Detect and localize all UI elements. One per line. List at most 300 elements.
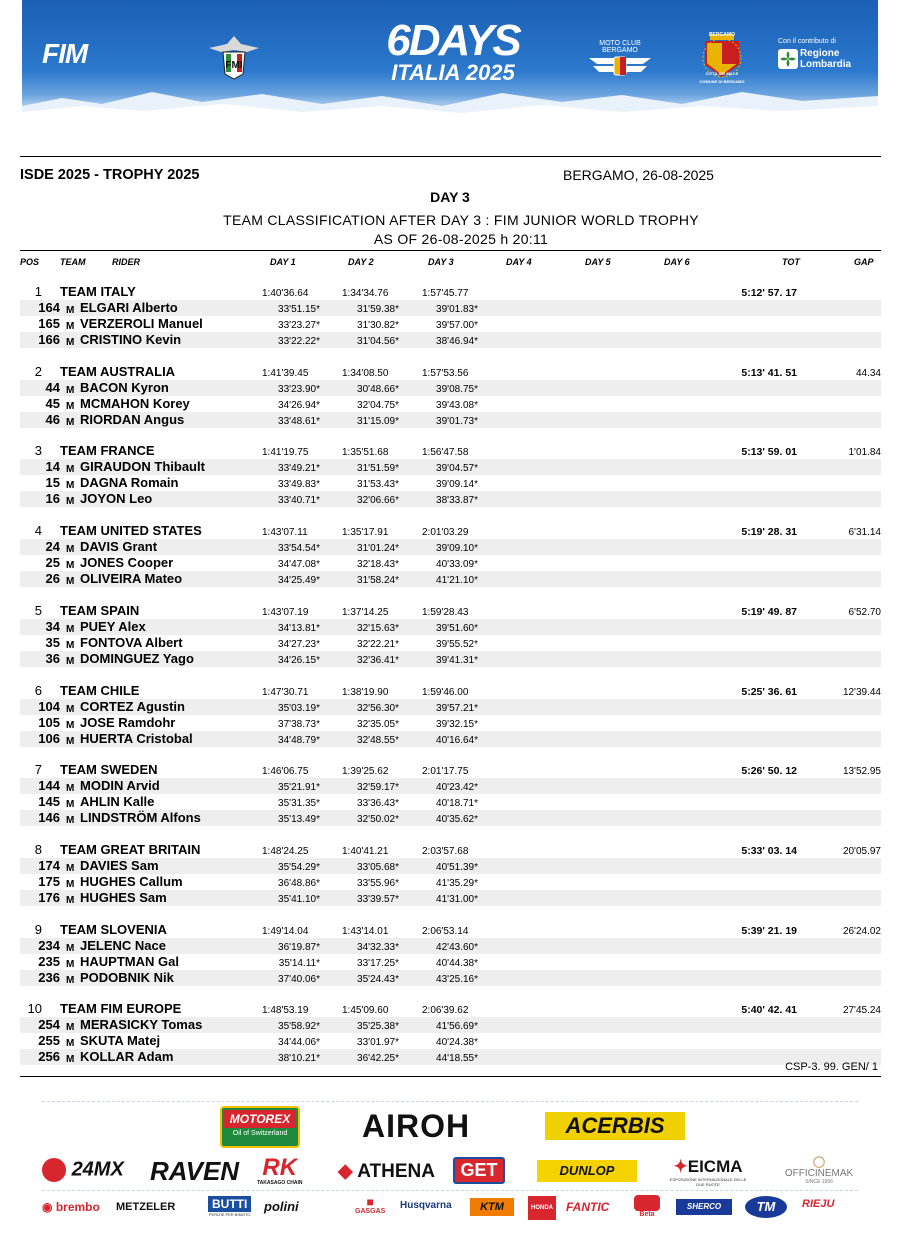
rider-day1-time: 35'14.11* bbox=[278, 957, 320, 969]
team-position: 1 bbox=[34, 284, 42, 299]
rider-name: ELGARI Alberto bbox=[80, 300, 178, 315]
rider-name: GIRAUDON Thibault bbox=[80, 459, 205, 475]
rider-day3-time: 40'44.38* bbox=[436, 957, 478, 969]
rider-name: FONTOVA Albert bbox=[80, 634, 183, 650]
rider-category: M bbox=[66, 1022, 75, 1034]
team-gap: 27'45.24 bbox=[842, 1005, 881, 1017]
rider-row bbox=[20, 300, 881, 316]
rider-name: HUERTA Cristobal bbox=[80, 730, 193, 746]
airoh-logo: AIROH bbox=[362, 1108, 471, 1144]
team-block bbox=[20, 1001, 881, 1065]
rider-name: AHLIN Kalle bbox=[80, 794, 155, 810]
rider-row bbox=[20, 380, 881, 396]
team-name: TEAM SLOVENIA bbox=[60, 921, 167, 937]
team-position: 6 bbox=[34, 682, 42, 698]
rider-day3-time: 44'18.55* bbox=[436, 1053, 478, 1065]
rider-row bbox=[20, 332, 881, 348]
col-rider: RIDER bbox=[112, 257, 141, 267]
rider-row bbox=[20, 794, 881, 810]
team-day1-time: 1:43'07.19 bbox=[262, 606, 309, 618]
rider-day3-time: 39'04.57* bbox=[436, 463, 478, 475]
rider-day2-time: 33'05.68* bbox=[357, 861, 399, 873]
rider-day3-time: 39'51.60* bbox=[436, 622, 478, 634]
rider-row bbox=[20, 539, 881, 555]
rider-day1-time: 34'26.15* bbox=[278, 654, 320, 666]
col-team: TEAM bbox=[60, 257, 86, 267]
rider-day2-time: 32'04.75* bbox=[357, 399, 399, 411]
document-title: ISDE 2025 - TROPHY 2025 bbox=[20, 167, 200, 183]
rider-day2-time: 32'48.55* bbox=[357, 734, 399, 746]
rider-number: 255 bbox=[38, 1033, 60, 1049]
rider-day3-time: 43'25.16* bbox=[436, 973, 478, 985]
rider-category: M bbox=[66, 416, 75, 428]
team-day2-time: 1:40'41.21 bbox=[342, 845, 389, 857]
rider-number: 235 bbox=[38, 953, 60, 969]
rider-day1-time: 35'58.92* bbox=[278, 1021, 320, 1033]
rider-name: CORTEZ Agustin bbox=[80, 698, 185, 714]
rider-day2-time: 33'39.57* bbox=[357, 893, 399, 905]
rider-day2-time: 34'32.33* bbox=[357, 941, 399, 953]
rider-name: VERZEROLI Manuel bbox=[80, 316, 203, 331]
rider-day2-time: 31'51.59* bbox=[357, 463, 399, 475]
rider-row bbox=[20, 1049, 881, 1065]
rider-row bbox=[20, 316, 881, 332]
rider-number: 234 bbox=[38, 937, 60, 953]
rider-name: RIORDAN Angus bbox=[80, 411, 185, 427]
team-row bbox=[20, 922, 881, 938]
rider-day3-time: 39'09.10* bbox=[436, 543, 478, 555]
team-day2-time: 1:34'34.76 bbox=[342, 288, 389, 299]
col-day1: DAY 1 bbox=[270, 257, 296, 267]
rider-day1-time: 34'26.94* bbox=[278, 399, 320, 411]
athena-logo: ◆ ATHENA bbox=[338, 1161, 435, 1182]
rider-day3-time: 38'46.94* bbox=[436, 336, 478, 347]
team-block bbox=[20, 683, 881, 747]
gasgas-logo: ■ GASGAS bbox=[355, 1195, 386, 1215]
get-logo: GET bbox=[453, 1157, 505, 1184]
rider-day1-time: 35'31.35* bbox=[278, 798, 320, 810]
team-gap: 6'52.70 bbox=[848, 606, 881, 618]
rider-day1-time: 35'54.29* bbox=[278, 861, 320, 873]
svg-text:BERGAMO: BERGAMO bbox=[708, 32, 736, 38]
rider-row bbox=[20, 890, 881, 906]
team-total-time: 5:26' 50. 12 bbox=[741, 765, 797, 778]
team-total-time: 5:39' 21. 19 bbox=[741, 924, 797, 937]
team-position: 2 bbox=[34, 363, 42, 379]
eicma-logo: ✦EICMA ESPOSIZIONE INTERNAZIONALE DELLE DUE RUOTE bbox=[669, 1157, 747, 1187]
tm-racing-logo: TM bbox=[745, 1196, 787, 1218]
rider-day3-time: 39'41.31* bbox=[436, 654, 478, 666]
rider-row bbox=[20, 810, 881, 826]
rider-day2-time: 31'01.24* bbox=[357, 543, 399, 555]
team-day2-time: 1:35'17.91 bbox=[342, 527, 389, 539]
rider-day1-time: 37'38.73* bbox=[278, 718, 320, 730]
rider-day1-time: 36'48.86* bbox=[278, 877, 320, 889]
rider-row bbox=[20, 571, 881, 587]
col-day5: DAY 5 bbox=[585, 257, 611, 267]
col-day3: DAY 3 bbox=[428, 257, 454, 267]
team-row bbox=[20, 762, 881, 778]
header-banner bbox=[22, 0, 878, 118]
rider-number: 34 bbox=[45, 618, 60, 634]
team-day3-time: 2:03'57.68 bbox=[422, 845, 469, 857]
rider-day2-time: 32'15.63* bbox=[357, 622, 399, 634]
rider-name: PODOBNIK Nik bbox=[80, 969, 174, 985]
rider-number: 146 bbox=[38, 810, 60, 826]
team-name: TEAM SWEDEN bbox=[60, 762, 158, 778]
rider-number: 14 bbox=[45, 459, 60, 475]
rider-category: M bbox=[66, 974, 75, 986]
rider-day1-time: 34'25.49* bbox=[278, 575, 320, 587]
svg-text:CITTÀ DEI MILLE: CITTÀ DEI MILLE bbox=[705, 71, 739, 76]
team-name: TEAM FIM EUROPE bbox=[60, 1001, 182, 1017]
team-block bbox=[20, 922, 881, 986]
rider-number: 164 bbox=[38, 300, 60, 315]
rider-day3-time: 41'56.69* bbox=[436, 1021, 478, 1033]
rider-number: 236 bbox=[38, 969, 60, 985]
team-row bbox=[20, 683, 881, 699]
rider-number: 176 bbox=[38, 889, 60, 905]
fim-logo: FIM bbox=[42, 38, 88, 69]
team-day3-time: 1:59'46.00 bbox=[422, 686, 469, 698]
rider-day2-time: 31'58.24* bbox=[357, 575, 399, 587]
team-block bbox=[20, 603, 881, 667]
team-day1-time: 1:43'07.11 bbox=[262, 527, 308, 539]
rider-category: M bbox=[66, 655, 75, 667]
rider-day3-time: 40'23.42* bbox=[436, 782, 478, 794]
rider-day2-time: 33'17.25* bbox=[357, 957, 399, 969]
rider-day1-time: 38'10.21* bbox=[278, 1053, 320, 1065]
team-total-time: 5:25' 36. 61 bbox=[741, 685, 797, 698]
team-total-time: 5:13' 41. 51 bbox=[741, 366, 797, 379]
rider-number: 166 bbox=[38, 332, 60, 347]
team-row bbox=[20, 284, 881, 300]
team-day3-time: 1:56'47.58 bbox=[422, 447, 469, 459]
butti-logo: BUTTI PERIZIE PER BIMOTO bbox=[208, 1197, 251, 1217]
rider-day2-time: 33'01.97* bbox=[357, 1037, 399, 1049]
team-day1-time: 1:47'30.71 bbox=[262, 686, 309, 698]
team-position: 10 bbox=[27, 1001, 42, 1017]
husqvarna-logo: Husqvarna bbox=[400, 1200, 452, 1211]
team-day1-time: 1:41'39.45 bbox=[262, 367, 309, 379]
rider-day2-time: 33'36.43* bbox=[357, 798, 399, 810]
rider-name: BACON Kyron bbox=[80, 379, 169, 395]
team-day2-time: 1:37'14.25 bbox=[342, 606, 389, 618]
team-name: TEAM GREAT BRITAIN bbox=[60, 841, 201, 857]
team-total-time: 5:12' 57. 17 bbox=[741, 287, 797, 299]
rider-name: DOMINGUEZ Yago bbox=[80, 650, 194, 666]
rider-row bbox=[20, 491, 881, 507]
team-name: TEAM ITALY bbox=[60, 284, 136, 299]
team-row bbox=[20, 364, 881, 380]
rider-day3-time: 40'51.39* bbox=[436, 861, 478, 873]
rider-name: HUGHES Callum bbox=[80, 873, 183, 889]
rider-day1-time: 33'23.27* bbox=[278, 320, 320, 331]
team-block bbox=[20, 523, 881, 587]
team-gap: 1'01.84 bbox=[848, 447, 881, 459]
rider-day1-time: 33'48.61* bbox=[278, 415, 320, 427]
team-total-time: 5:40' 42. 41 bbox=[741, 1004, 797, 1017]
rider-day2-time: 35'25.38* bbox=[357, 1021, 399, 1033]
rider-category: M bbox=[66, 894, 75, 906]
rider-name: JOSE Ramdohr bbox=[80, 714, 176, 730]
rider-category: M bbox=[66, 878, 75, 890]
rider-day2-time: 33'55.96* bbox=[357, 877, 399, 889]
col-tot: TOT bbox=[782, 257, 800, 267]
rider-row bbox=[20, 412, 881, 428]
rider-day1-time: 33'23.90* bbox=[278, 383, 320, 395]
team-position: 4 bbox=[34, 523, 42, 539]
team-block bbox=[20, 443, 881, 507]
team-total-time: 5:19' 28. 31 bbox=[741, 526, 797, 539]
rider-day3-time: 39'01.83* bbox=[436, 304, 478, 315]
rider-number: 36 bbox=[45, 650, 60, 666]
top-divider bbox=[20, 156, 881, 157]
team-day3-time: 2:06'39.62 bbox=[422, 1005, 469, 1017]
sherco-logo: SHERCO bbox=[676, 1199, 732, 1215]
document-code: CSP-3. 99. GEN/ 1 bbox=[785, 1061, 878, 1073]
svg-text:FMI: FMI bbox=[225, 60, 243, 71]
rider-name: PUEY Alex bbox=[80, 618, 146, 634]
rider-row bbox=[20, 874, 881, 890]
rider-category: M bbox=[66, 735, 75, 747]
rider-category: M bbox=[66, 576, 75, 588]
rider-name: JONES Cooper bbox=[80, 555, 174, 571]
rider-day1-time: 33'22.22* bbox=[278, 336, 320, 347]
rider-day2-time: 31'04.56* bbox=[357, 336, 399, 347]
rider-day3-time: 38'33.87* bbox=[436, 495, 478, 507]
beta-logo: Beta bbox=[634, 1195, 660, 1218]
team-total-time: 5:33' 03. 14 bbox=[741, 844, 797, 857]
team-total-time: 5:13' 59. 01 bbox=[741, 446, 797, 459]
rider-row bbox=[20, 970, 881, 986]
rider-day1-time: 33'49.21* bbox=[278, 463, 320, 475]
rider-number: 45 bbox=[45, 395, 60, 411]
team-day3-time: 2:06'53.14 bbox=[422, 925, 469, 937]
team-day2-time: 1:43'14.01 bbox=[342, 925, 389, 937]
rider-day2-time: 36'42.25* bbox=[357, 1053, 399, 1065]
rider-category: M bbox=[66, 384, 75, 396]
team-name: TEAM AUSTRALIA bbox=[60, 363, 176, 379]
metzeler-logo: METZELER bbox=[116, 1201, 176, 1213]
rider-day3-time: 40'33.09* bbox=[436, 559, 478, 571]
rider-day2-time: 31'30.82* bbox=[357, 320, 399, 331]
rider-category: M bbox=[66, 464, 75, 476]
rider-day2-time: 32'56.30* bbox=[357, 702, 399, 714]
team-total-time: 5:19' 49. 87 bbox=[741, 605, 797, 618]
rider-name: HAUPTMAN Gal bbox=[80, 953, 179, 969]
rider-day2-time: 32'36.41* bbox=[357, 654, 399, 666]
moto-club-bergamo-logo: MOTO CLUB BERGAMO bbox=[584, 40, 656, 82]
team-gap: 13'52.95 bbox=[842, 766, 881, 778]
rider-day1-time: 35'21.91* bbox=[278, 782, 320, 794]
rider-row bbox=[20, 619, 881, 635]
rider-row bbox=[20, 699, 881, 715]
team-name: TEAM SPAIN bbox=[60, 602, 140, 618]
rider-number: 174 bbox=[38, 857, 60, 873]
team-day3-time: 1:59'28.43 bbox=[422, 606, 469, 618]
rider-row bbox=[20, 651, 881, 667]
ktm-logo: KTM bbox=[470, 1198, 514, 1216]
team-name: TEAM UNITED STATES bbox=[60, 523, 202, 539]
rider-day3-time: 40'24.38* bbox=[436, 1037, 478, 1049]
team-day2-time: 1:39'25.62 bbox=[342, 766, 389, 778]
team-row bbox=[20, 1001, 881, 1017]
team-day2-time: 1:34'08.50 bbox=[342, 367, 389, 379]
team-day3-time: 1:57'53.56 bbox=[422, 367, 469, 379]
team-position: 9 bbox=[34, 921, 42, 937]
rider-category: M bbox=[66, 305, 75, 316]
team-gap: 20'05.97 bbox=[842, 845, 881, 857]
team-position: 7 bbox=[34, 762, 42, 778]
team-day3-time: 1:57'45.77 bbox=[422, 288, 469, 299]
officinemak-logo: ◯ OFFICINEMAK SINCE 1956 bbox=[784, 1156, 854, 1185]
rider-day1-time: 34'13.81* bbox=[278, 622, 320, 634]
rider-number: 35 bbox=[45, 634, 60, 650]
rider-day2-time: 31'59.38* bbox=[357, 304, 399, 315]
team-day1-time: 1:48'24.25 bbox=[262, 845, 309, 857]
team-day1-time: 1:49'14.04 bbox=[262, 925, 309, 937]
rider-row bbox=[20, 1017, 881, 1033]
svg-text:COMUNE DI BERGAMO: COMUNE DI BERGAMO bbox=[699, 79, 745, 84]
team-row bbox=[20, 603, 881, 619]
rider-name: SKUTA Matej bbox=[80, 1033, 161, 1049]
rider-day2-time: 32'06.66* bbox=[357, 495, 399, 507]
col-day4: DAY 4 bbox=[506, 257, 532, 267]
rider-day2-time: 32'50.02* bbox=[357, 814, 399, 826]
rider-day3-time: 39'43.08* bbox=[436, 399, 478, 411]
team-row bbox=[20, 523, 881, 539]
location-date: BERGAMO, 26-08-2025 bbox=[563, 167, 714, 183]
rider-row bbox=[20, 1033, 881, 1049]
rider-day1-time: 35'03.19* bbox=[278, 702, 320, 714]
rieju-logo: RIEJU bbox=[802, 1198, 835, 1210]
rider-day3-time: 41'21.10* bbox=[436, 575, 478, 587]
rider-day3-time: 39'55.52* bbox=[436, 638, 478, 650]
team-day3-time: 2:01'03.29 bbox=[422, 527, 469, 539]
rider-day1-time: 34'48.79* bbox=[278, 734, 320, 746]
rider-day3-time: 39'01.73* bbox=[436, 415, 478, 427]
rider-day1-time: 33'51.15* bbox=[278, 304, 320, 315]
rider-category: M bbox=[66, 544, 75, 556]
rider-name: HUGHES Sam bbox=[80, 889, 167, 905]
rider-day2-time: 32'18.43* bbox=[357, 559, 399, 571]
rider-day3-time: 40'35.62* bbox=[436, 814, 478, 826]
rider-row bbox=[20, 731, 881, 747]
team-row bbox=[20, 443, 881, 459]
rider-name: DAGNA Romain bbox=[80, 475, 179, 491]
rider-day1-time: 33'49.83* bbox=[278, 479, 320, 491]
rider-day2-time: 32'35.05* bbox=[357, 718, 399, 730]
snow-mountains-graphic bbox=[22, 84, 878, 118]
rider-day1-time: 36'19.87* bbox=[278, 941, 320, 953]
rider-row bbox=[20, 475, 881, 491]
team-day2-time: 1:45'09.60 bbox=[342, 1005, 389, 1017]
rider-name: LINDSTRÖM Alfons bbox=[80, 810, 201, 826]
rider-name: CRISTINO Kevin bbox=[80, 332, 182, 347]
rider-name: MCMAHON Korey bbox=[80, 395, 190, 411]
team-name: TEAM FRANCE bbox=[60, 443, 155, 459]
rider-name: KOLLAR Adam bbox=[80, 1049, 174, 1065]
rider-number: 256 bbox=[38, 1049, 60, 1065]
team-position: 3 bbox=[34, 443, 42, 459]
header-divider bbox=[20, 250, 881, 251]
rider-number: 104 bbox=[38, 698, 60, 714]
rider-day3-time: 40'18.71* bbox=[436, 798, 478, 810]
rider-row bbox=[20, 954, 881, 970]
polini-logo: polini bbox=[264, 1199, 299, 1214]
rider-category: M bbox=[66, 1038, 75, 1050]
team-name: TEAM CHILE bbox=[60, 682, 140, 698]
rider-row bbox=[20, 459, 881, 475]
rider-number: 145 bbox=[38, 794, 60, 810]
rider-number: 15 bbox=[45, 475, 60, 491]
rider-day3-time: 40'16.64* bbox=[436, 734, 478, 746]
rider-name: MERASICKY Tomas bbox=[80, 1017, 203, 1033]
team-day3-time: 2:01'17.75 bbox=[422, 766, 469, 778]
rider-number: 165 bbox=[38, 316, 60, 331]
team-row bbox=[20, 842, 881, 858]
rider-day1-time: 33'54.54* bbox=[278, 543, 320, 555]
rider-day3-time: 39'09.14* bbox=[436, 479, 478, 491]
rider-category: M bbox=[66, 623, 75, 635]
rider-number: 26 bbox=[45, 571, 60, 587]
rider-day2-time: 30'48.66* bbox=[357, 383, 399, 395]
rider-category: M bbox=[66, 639, 75, 651]
rider-day2-time: 32'22.21* bbox=[357, 638, 399, 650]
team-block bbox=[20, 364, 881, 428]
bottom-divider bbox=[20, 1076, 881, 1077]
rider-row bbox=[20, 858, 881, 874]
team-gap: 6'31.14 bbox=[848, 527, 881, 539]
rider-number: 44 bbox=[45, 379, 60, 395]
rider-row bbox=[20, 778, 881, 794]
rider-name: JELENC Nace bbox=[80, 937, 166, 953]
rider-day1-time: 33'40.71* bbox=[278, 495, 320, 507]
team-block bbox=[20, 284, 881, 348]
as-of-timestamp: AS OF 26-08-2025 h 20:11 bbox=[373, 231, 549, 247]
team-day1-time: 1:40'36.64 bbox=[262, 288, 309, 299]
rider-category: M bbox=[66, 337, 75, 348]
rider-category: M bbox=[66, 703, 75, 715]
rider-day1-time: 35'13.49* bbox=[278, 814, 320, 826]
rider-category: M bbox=[66, 783, 75, 795]
regione-lombardia-logo: Con il contributo di Regione Lombardia bbox=[778, 38, 852, 70]
rider-category: M bbox=[66, 1054, 75, 1066]
rider-day3-time: 41'31.00* bbox=[436, 893, 478, 905]
team-day2-time: 1:35'51.68 bbox=[342, 447, 389, 459]
rider-row bbox=[20, 715, 881, 731]
rider-day2-time: 35'24.43* bbox=[357, 973, 399, 985]
rider-day1-time: 35'41.10* bbox=[278, 893, 320, 905]
rider-name: OLIVEIRA Mateo bbox=[80, 571, 183, 587]
rider-category: M bbox=[66, 496, 75, 508]
acerbis-logo: ACERBIS bbox=[545, 1112, 685, 1140]
col-day2: DAY 2 bbox=[348, 257, 374, 267]
fmi-logo bbox=[207, 34, 261, 80]
rider-category: M bbox=[66, 480, 75, 492]
rider-row bbox=[20, 938, 881, 954]
team-gap: 44.34 bbox=[855, 367, 881, 379]
rider-number: 25 bbox=[45, 555, 60, 571]
col-gap: GAP bbox=[854, 257, 874, 267]
rider-day1-time: 37'40.06* bbox=[278, 973, 320, 985]
rider-number: 144 bbox=[38, 778, 60, 794]
dunlop-logo: DUNLOP bbox=[537, 1160, 637, 1182]
team-gap: 26'24.02 bbox=[842, 925, 881, 937]
rider-category: M bbox=[66, 815, 75, 827]
rider-number: 106 bbox=[38, 730, 60, 746]
